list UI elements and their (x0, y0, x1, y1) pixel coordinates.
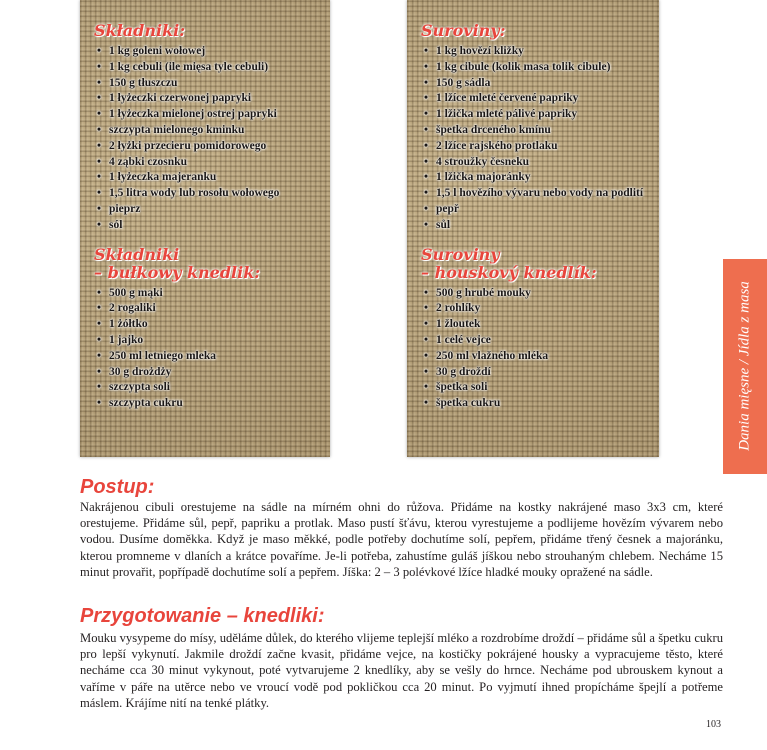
ingredient-list-knedlik-cz (421, 286, 653, 412)
list-item: • 1 lžička mleté pálivé papriky (421, 107, 653, 123)
list-item: • 1 żółtko (94, 317, 324, 333)
ingredients-panel-polish (80, 0, 330, 457)
section-title-suroviny: Suroviny: (421, 21, 506, 40)
list-item: • 30 g drożdży (94, 365, 324, 381)
list-item: • sůl (421, 218, 653, 234)
list-item: • szczypta cukru (94, 396, 324, 412)
list-item: • szczypta mielonego kminku (94, 123, 324, 139)
list-item: • 2 rohlíky (421, 301, 653, 317)
list-item: • 1,5 litra wody lub rosołu wołowego (94, 186, 324, 202)
przygotowanie-text: Mouku vysypeme do mísy, uděláme důlek, do kterého vlijeme teplejší mléko a rozdrobíme droždí – přidáme sůl a špetku cukru pro lepší vykynutí. Jakmile droždí začne kvasit, přidáme vejce, na kostičky pokrájené housky a vypracujeme těsto, které necháme cca 30 minut vykynout, poté vytvarujeme 2 knedlíky, aby se vešly do hrnce. Necháme pod ubrouskem kynout a vaříme v páře na utěrce nebo ve vroucí vodě pod pokličkou cca 20 minut. Po vyjmutí ihned propícháme špejlí a potřeme máslem. Krájíme nití na tenké plátky. (80, 631, 723, 710)
list-item: • pepř (421, 202, 653, 218)
list-item: • 2 łyżki przecieru pomidorowego (94, 139, 324, 155)
section-title-knedlik-pl (94, 246, 324, 282)
ingredient-list-knedlik-pl (94, 286, 324, 412)
list-item: • 500 g hrubé mouky (421, 286, 653, 302)
list-item: • 1 lžička majoránky (421, 170, 653, 186)
list-item: • 500 g mąki (94, 286, 324, 302)
list-item: • 1,5 l hovězího vývaru nebo vody na podlití (421, 186, 653, 202)
list-item: • 4 stroužky česneku (421, 155, 653, 171)
ingredient-list-goulash-pl (94, 44, 324, 234)
list-item: • 1 łyżeczki czerwonej papryki (94, 91, 324, 107)
chapter-side-tab-label: Dania mięsne / Jídla z masa (736, 281, 753, 451)
ingredients-panel-czech (407, 0, 659, 457)
przygotowanie-heading: Przygotowanie – knedliki: (80, 605, 325, 627)
section-title-line2: – houskový knedlík: (421, 262, 597, 282)
section-title-skladniki: Składniki: (94, 21, 186, 40)
list-item: • 1 lžíce mleté červené papriky (421, 91, 653, 107)
list-item: • 1 kg goleni wołowej (94, 44, 324, 60)
list-item: • 2 rogaliki (94, 301, 324, 317)
section-title-line1: Składniki (94, 244, 180, 264)
list-item: • 150 g sádla (421, 76, 653, 92)
list-item: • 250 ml letniego mleka (94, 349, 324, 365)
list-item: • szczypta soli (94, 380, 324, 396)
postup-text: Nakrájenou cibuli orestujeme na sádle na mírném ohni do růžova. Přidáme na kostky nakrájené maso 3x3 cm, které orestujeme. Přidáme sůl, pepř, papriku a protlak. Maso pustí šťávu, kterou vyrestujeme a podlijeme hovězím vývarem nebo vodou. Dusíme doměkka. Když je maso měkké, podle potřeby dochutíme solí, pepřem, přidáme třený česnek a majoránku, kterou promneme v dlaních a krátce povaříme. Je-li potřeba, zahustíme guláš jíškou nebo strouhaným chlebem. Necháme 15 minut provařit, popřípadě dochutíme solí a pepřem. Jíška: 2 – 3 polévkové lžíce hladké mouky opražené na sádle. (80, 500, 723, 579)
postup-heading: Postup: (80, 476, 155, 498)
list-item: • 1 celé vejce (421, 333, 653, 349)
list-item: • sól (94, 218, 324, 234)
list-item: • 2 lžíce rajského protlaku (421, 139, 653, 155)
list-item: • 250 ml vlažného mléka (421, 349, 653, 365)
list-item: • špetka drceného kmínu (421, 123, 653, 139)
list-item: • 1 kg hovězí kližky (421, 44, 653, 60)
ingredient-list-goulash-cz (421, 44, 653, 234)
list-item: • 30 g droždí (421, 365, 653, 381)
list-item: • 1 łyżeczka majeranku (94, 170, 324, 186)
section-title-line2: – bułkowy knedlik: (94, 262, 261, 282)
list-item: • 1 žloutek (421, 317, 653, 333)
list-item: • špetka soli (421, 380, 653, 396)
list-item: • špetka cukru (421, 396, 653, 412)
list-item: • pieprz (94, 202, 324, 218)
list-item: • 1 jajko (94, 333, 324, 349)
list-item: • 1 kg cibule (kolik masa tolik cibule) (421, 60, 653, 76)
chapter-side-tab (723, 259, 767, 474)
list-item: • 1 kg cebuli (ile mięsa tyle cebuli) (94, 60, 324, 76)
page-number: 103 (706, 719, 721, 730)
list-item: • 1 łyżeczka mielonej ostrej papryki (94, 107, 324, 123)
list-item: • 4 ząbki czosnku (94, 155, 324, 171)
list-item: • 150 g tłuszczu (94, 76, 324, 92)
section-title-line1: Suroviny (421, 244, 500, 264)
section-title-knedlik-cz (421, 246, 653, 282)
